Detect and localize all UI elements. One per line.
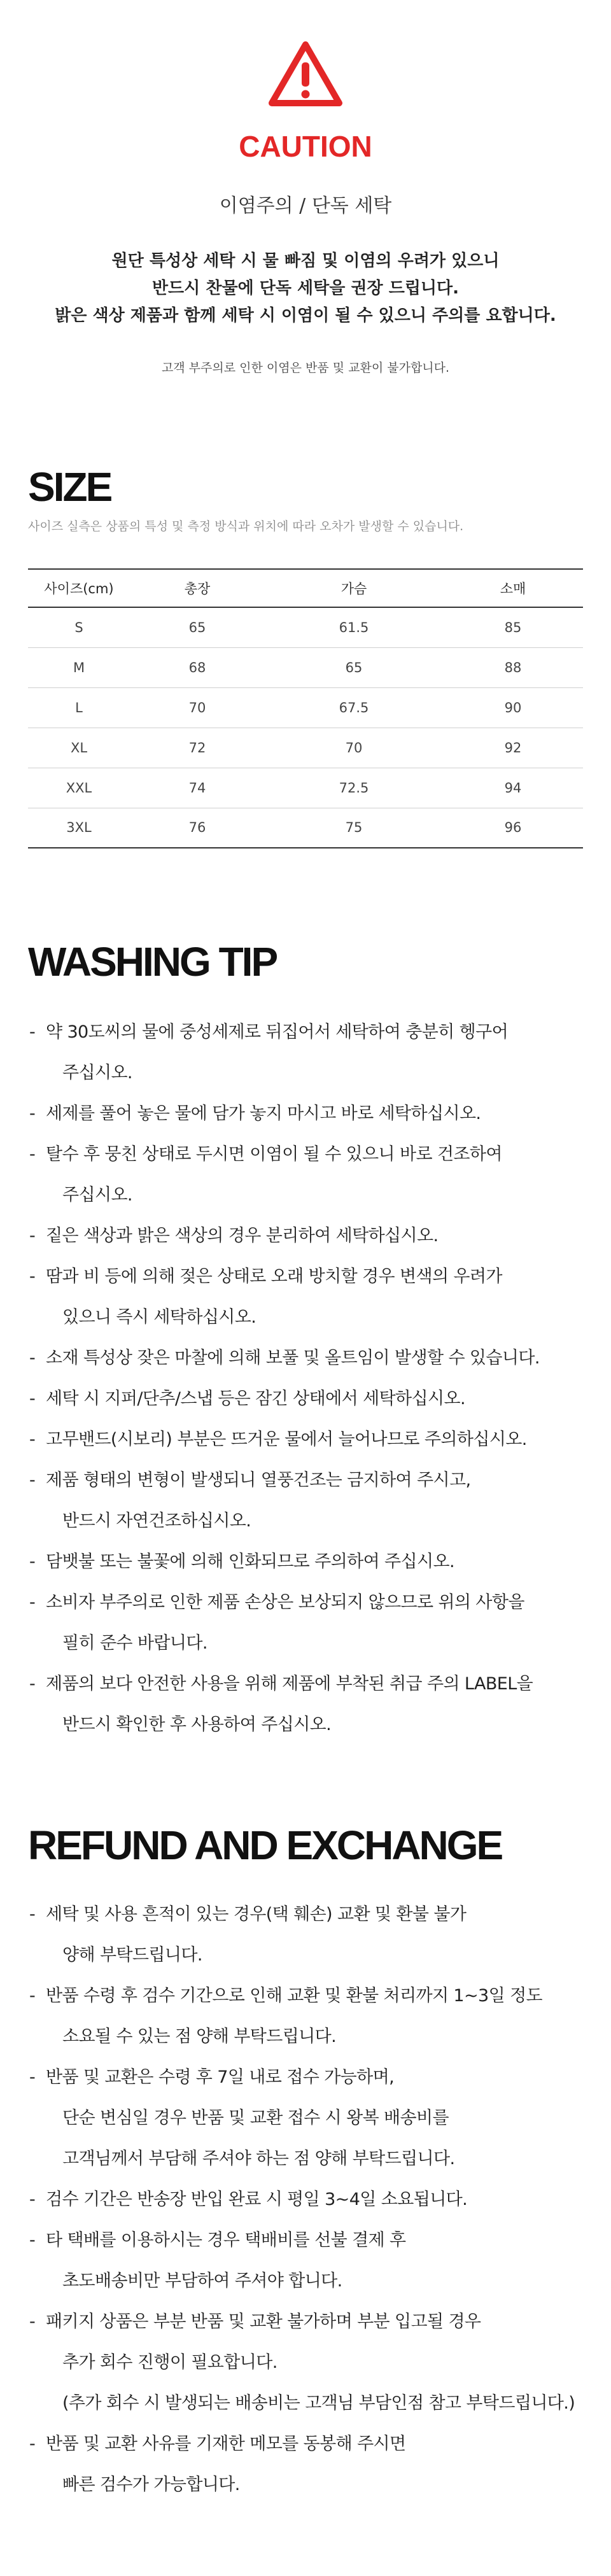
refund-item-text — [46, 1894, 589, 1976]
washing-tip-item-line: 세제를 풀어 놓은 물에 담가 놓지 마시고 바로 세탁하십시오. — [46, 1104, 481, 1123]
size-cell: M — [28, 647, 130, 687]
refund-item-line: 소요될 수 있는 점 양해 부탁드립니다. — [62, 2027, 337, 2046]
washing-tip-item-text — [46, 1338, 589, 1379]
size-row — [28, 768, 583, 808]
warning-triangle-icon — [268, 39, 343, 108]
size-table — [28, 568, 583, 848]
refund-list — [29, 1894, 589, 2505]
size-cell: XXL — [28, 768, 130, 808]
washing-tip-item-text — [46, 1134, 589, 1216]
column-header-sleeve: 소매 — [443, 569, 583, 607]
size-cell: 65 — [265, 647, 443, 687]
size-table-header — [28, 569, 583, 607]
size-row — [28, 728, 583, 768]
washing-tip-item — [29, 1216, 589, 1256]
washing-tip-item — [29, 1582, 589, 1664]
refund-item-line: 반품 및 교환 사유를 기재한 메모를 동봉해 주시면 — [46, 2434, 406, 2454]
size-cell: 76 — [130, 808, 265, 848]
size-cell: 85 — [443, 607, 583, 647]
refund-item-line: 타 택배를 이용하시는 경우 택배비를 선불 결제 후 — [46, 2230, 406, 2250]
refund-item-text — [46, 2424, 589, 2505]
washing-tip-item-line: 소비자 부주의로 인한 제품 손상은 보상되지 않으므로 위의 사항을 — [46, 1593, 524, 1612]
caution-line: 반드시 찬물에 단독 세탁을 권장 드립니다. — [151, 279, 460, 298]
washing-tip-item — [29, 1338, 589, 1379]
bullet-dash: - — [29, 2312, 36, 2332]
size-cell: 74 — [130, 768, 265, 808]
column-header-chest: 가슴 — [265, 569, 443, 607]
washing-tip-item-line: 약 30도씨의 물에 중성세제로 뒤집어서 세탁하여 충분히 헹구어 — [46, 1022, 509, 1042]
size-subtitle: 사이즈 실측은 상품의 특성 및 측정 방식과 위치에 따라 오차가 발생할 수 있습니다. — [28, 519, 464, 533]
washing-tip-item-line: 반드시 자연건조하십시오. — [62, 1511, 251, 1531]
washing-tip-item-line: 필히 준수 바랍니다. — [62, 1633, 207, 1653]
size-cell: 75 — [265, 808, 443, 848]
washing-tip-item-line: 세탁 시 지퍼/단추/스냅 등은 잠긴 상태에서 세탁하십시오. — [46, 1389, 465, 1409]
bullet-dash: - — [29, 1104, 36, 1123]
size-cell: 90 — [443, 687, 583, 728]
washing-tip-item — [29, 1460, 589, 1542]
washing-tip-item — [29, 1094, 589, 1134]
washing-tip-list — [29, 1012, 589, 1745]
washing-tip-item — [29, 1012, 589, 1094]
washing-tip-item-text — [46, 1256, 589, 1338]
caution-line: 밝은 색상 제품과 함께 세탁 시 이염이 될 수 있으니 주의를 요합니다. — [55, 306, 556, 325]
washing-tip-item-text — [46, 1664, 589, 1745]
bullet-dash: - — [29, 2190, 36, 2209]
size-cell: 72.5 — [265, 768, 443, 808]
refund-item-line: 패키지 상품은 부분 반품 및 교환 불가하며 부분 입고될 경우 — [46, 2312, 481, 2332]
refund-item — [29, 2057, 589, 2179]
washing-tip-item-line: 주십시오. — [62, 1185, 132, 1205]
bullet-dash: - — [29, 1430, 36, 1449]
washing-tip-item-text — [46, 1419, 589, 1460]
washing-tip-item-line: 담뱃불 또는 불꽃에 의해 인화되므로 주의하여 주십시오. — [46, 1552, 454, 1572]
washing-tip-item — [29, 1134, 589, 1216]
refund-item-line: 검수 기간은 반송장 반입 완료 시 평일 3~4일 소요됩니다. — [46, 2190, 468, 2209]
size-cell: 67.5 — [265, 687, 443, 728]
bullet-dash: - — [29, 2434, 36, 2454]
washing-tip-item-line: 짙은 색상과 밝은 색상의 경우 분리하여 세탁하십시오. — [46, 1226, 439, 1246]
refund-item-line: 초도배송비만 부담하여 주셔야 합니다. — [62, 2271, 342, 2291]
bullet-dash: - — [29, 1904, 36, 1924]
caution-title: 이염주의 / 단독 세탁 — [219, 195, 392, 217]
refund-item — [29, 1976, 589, 2057]
refund-item-line: 세탁 및 사용 흔적이 있는 경우(택 훼손) 교환 및 환불 불가 — [46, 1904, 467, 1924]
size-row — [28, 808, 583, 848]
refund-item — [29, 1894, 589, 1976]
washing-tip-item — [29, 1379, 589, 1419]
refund-item-text — [46, 2057, 589, 2179]
washing-tip-item-line: 제품 형태의 변형이 발생되니 열풍건조는 금지하여 주시고, — [46, 1470, 471, 1490]
washing-tip-item-line: 소재 특성상 잦은 마찰에 의해 보풀 및 올트임이 발생할 수 있습니다. — [46, 1348, 540, 1368]
washing-tip-item-text — [46, 1379, 589, 1419]
bullet-dash: - — [29, 1226, 36, 1246]
bullet-dash: - — [29, 1022, 36, 1042]
bullet-dash: - — [29, 1267, 36, 1286]
washing-tip-item-text — [46, 1094, 589, 1134]
bullet-dash: - — [29, 1389, 36, 1409]
washing-tip-item-text — [46, 1582, 589, 1664]
size-cell: 92 — [443, 728, 583, 768]
washing-tip-item-text — [46, 1216, 589, 1256]
size-cell: S — [28, 607, 130, 647]
bullet-dash: - — [29, 1348, 36, 1368]
refund-item — [29, 2220, 589, 2302]
size-cell: XL — [28, 728, 130, 768]
column-header-length: 총장 — [130, 569, 265, 607]
washing-tip-item-line: 반드시 확인한 후 사용하여 주십시오. — [62, 1715, 332, 1735]
refund-item-line: (추가 회수 시 발생되는 배송비는 고객님 부담인점 참고 부탁드립니다.) — [62, 2393, 575, 2413]
caution-note: 고객 부주의로 인한 이염은 반품 및 교환이 불가합니다. — [161, 361, 450, 375]
caution-word: CAUTION — [239, 130, 372, 163]
refund-item-text — [46, 1976, 589, 2057]
caution-line: 원단 특성상 세탁 시 물 빠짐 및 이염의 우려가 있으니 — [111, 251, 500, 271]
washing-tip-item-line: 땀과 비 등에 의해 젖은 상태로 오래 방치할 경우 변색의 우려가 — [46, 1267, 502, 1286]
bullet-dash: - — [29, 1674, 36, 1694]
refund-item — [29, 2424, 589, 2505]
refund-heading: REFUND AND EXCHANGE — [28, 1822, 502, 1868]
size-cell: 88 — [443, 647, 583, 687]
bullet-dash: - — [29, 1593, 36, 1612]
bullet-dash: - — [29, 2230, 36, 2250]
refund-item-text — [46, 2220, 589, 2302]
refund-item-line: 단순 변심일 경우 반품 및 교환 접수 시 왕복 배송비를 — [62, 2108, 449, 2128]
refund-item-line: 양해 부탁드립니다. — [62, 1945, 202, 1965]
size-cell: 68 — [130, 647, 265, 687]
bullet-dash: - — [29, 2067, 36, 2087]
washing-tip-item-text — [46, 1542, 589, 1582]
size-cell: 65 — [130, 607, 265, 647]
refund-item-text — [46, 2179, 589, 2220]
size-row — [28, 687, 583, 728]
washing-tip-item-line: 있으니 즉시 세탁하십시오. — [62, 1307, 256, 1327]
refund-item — [29, 2179, 589, 2220]
washing-tip-item-line: 탈수 후 뭉친 상태로 두시면 이염이 될 수 있으니 바로 건조하여 — [46, 1144, 502, 1164]
size-cell: 70 — [265, 728, 443, 768]
refund-item-line: 고객님께서 부담해 주셔야 하는 점 양해 부탁드립니다. — [62, 2149, 455, 2169]
column-header-size: 사이즈(cm) — [28, 569, 130, 607]
washing-tip-item-line: 제품의 보다 안전한 사용을 위해 제품에 부착된 취급 주의 LABEL을 — [46, 1674, 533, 1694]
size-cell: 72 — [130, 728, 265, 768]
size-heading: SIZE — [28, 464, 111, 510]
size-cell: 3XL — [28, 808, 130, 848]
bullet-dash: - — [29, 1552, 36, 1572]
washing-tip-item — [29, 1419, 589, 1460]
washing-tip-heading: WASHING TIP — [28, 939, 277, 985]
refund-item-line: 반품 수령 후 검수 기간으로 인해 교환 및 환불 처리까지 1~3일 정도 — [46, 1986, 543, 2006]
refund-item — [29, 2302, 589, 2424]
bullet-dash: - — [29, 1144, 36, 1164]
washing-tip-item-line: 고무밴드(시보리) 부분은 뜨거운 물에서 늘어나므로 주의하십시오. — [46, 1430, 527, 1449]
size-cell: L — [28, 687, 130, 728]
size-cell: 94 — [443, 768, 583, 808]
bullet-dash: - — [29, 1986, 36, 2006]
washing-tip-item — [29, 1256, 589, 1338]
refund-item-line: 반품 및 교환은 수령 후 7일 내로 접수 가능하며, — [46, 2067, 395, 2087]
refund-item-line: 추가 회수 진행이 필요합니다. — [62, 2353, 277, 2372]
washing-tip-item-text — [46, 1460, 589, 1542]
size-cell: 70 — [130, 687, 265, 728]
washing-tip-item-line: 주십시오. — [62, 1063, 132, 1083]
washing-tip-item — [29, 1664, 589, 1745]
size-cell: 96 — [443, 808, 583, 848]
size-row — [28, 607, 583, 647]
bullet-dash: - — [29, 1470, 36, 1490]
refund-item-line: 빠른 검수가 가능합니다. — [62, 2475, 240, 2495]
size-row — [28, 647, 583, 687]
refund-item-text — [46, 2302, 589, 2424]
washing-tip-item — [29, 1542, 589, 1582]
size-cell: 61.5 — [265, 607, 443, 647]
washing-tip-item-text — [46, 1012, 589, 1094]
